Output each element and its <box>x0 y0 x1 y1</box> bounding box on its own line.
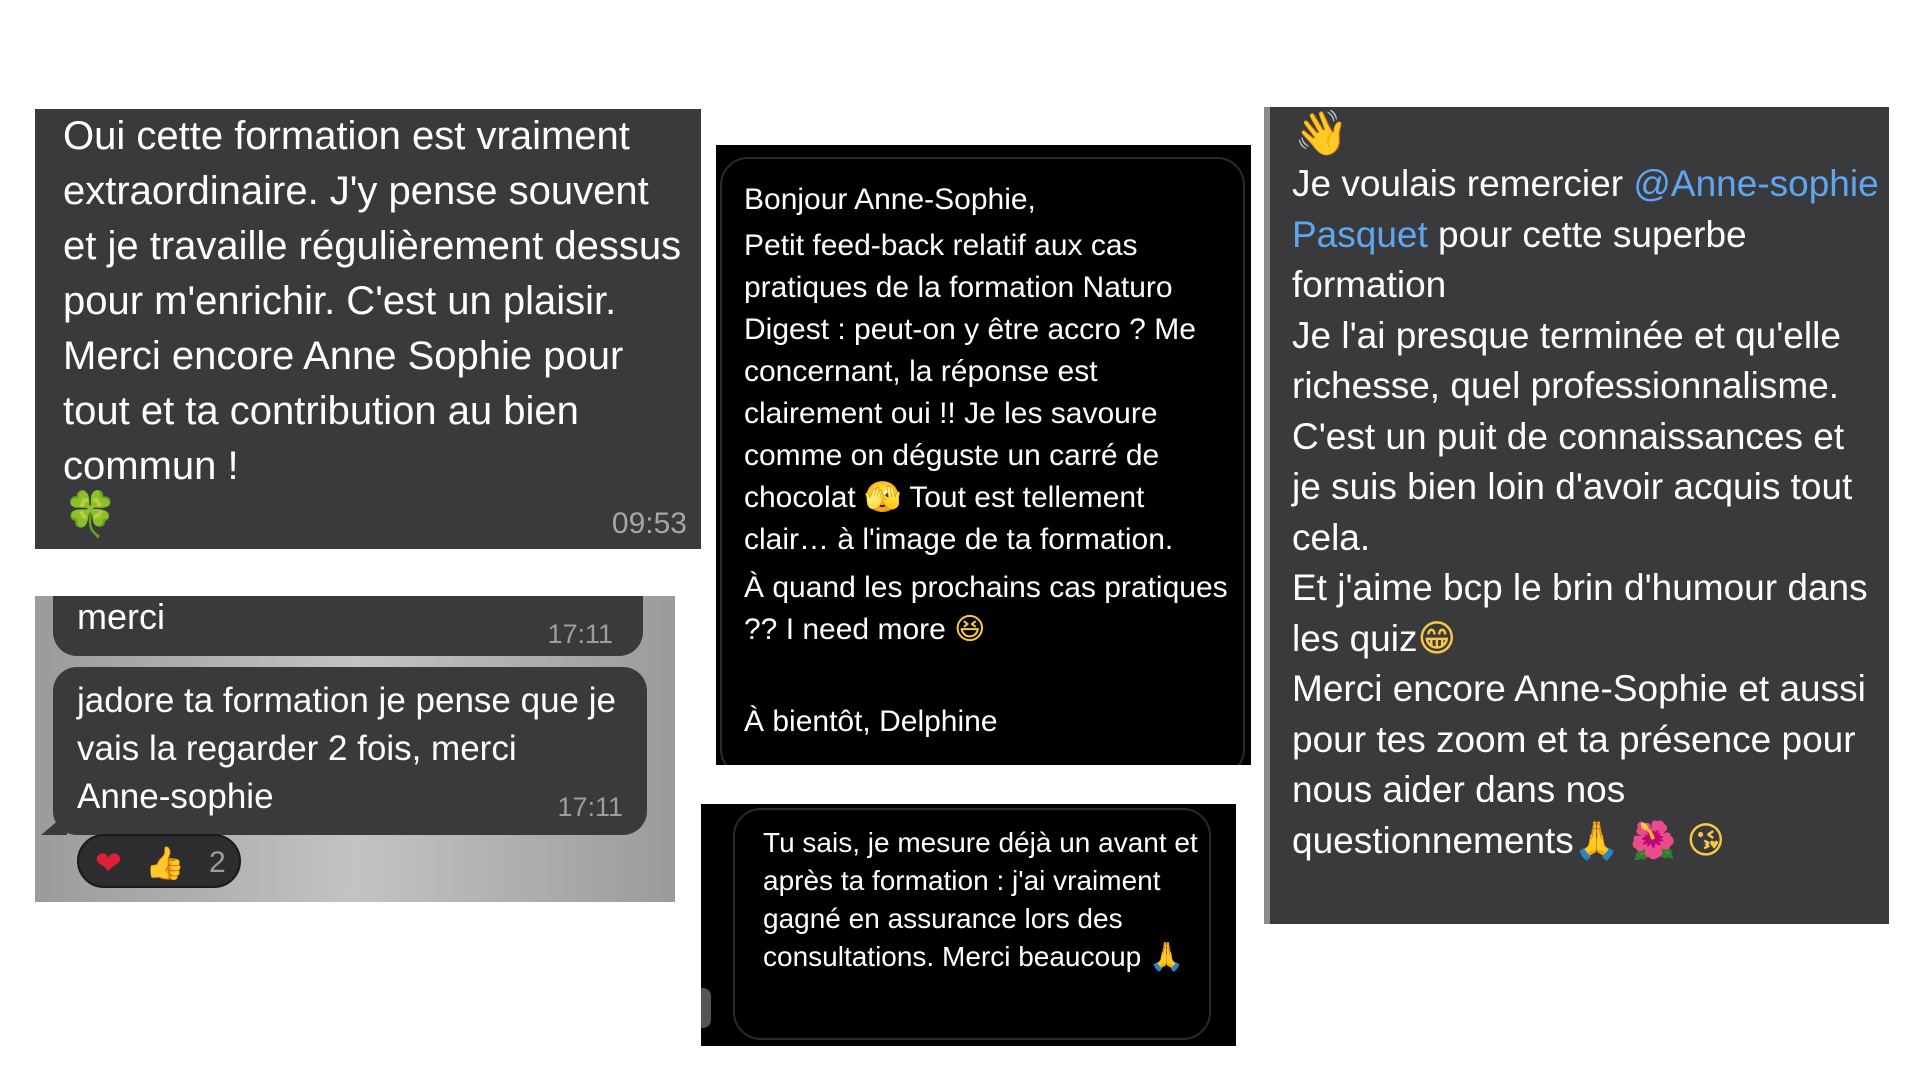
reaction-count: 2 <box>209 846 226 879</box>
message-text: Tout est tellement clair… à l'image de ta formation. <box>744 481 1174 556</box>
reactions-pill[interactable] <box>77 834 241 888</box>
message-text: Petit feed-back relatif aux cas pratiques de la formation Naturo Digest : peut-on y être accro ? Me concernant, la réponse est clairement oui !! Je les savoure comme on déguste un carré de chocolat <box>744 229 1196 514</box>
testimonial-card-4 <box>701 804 1236 1046</box>
signature-text: À bientôt, Delphine <box>744 705 998 738</box>
thumbs-up-icon: 👍 <box>145 844 185 882</box>
chat-bubble-previous <box>53 596 643 656</box>
grinning-face-icon: 😁 <box>1417 616 1457 660</box>
testimonial-card-5 <box>1264 107 1889 924</box>
message-text: À quand les prochains cas pratiques ?? I need more <box>744 571 1228 646</box>
heart-icon: ❤ <box>95 844 122 882</box>
message-text: Merci encore Anne-Sophie et aussi pour tes zoom et ta présence pour nous aider dans nos questionnements <box>1292 668 1866 861</box>
message-text: Je l'ai presque terminée et qu'elle richesse, quel professionnalisme. <box>1292 314 1841 406</box>
praying-hands-icon: 🙏 <box>1573 818 1620 862</box>
quote-bar <box>1264 107 1270 924</box>
greeting-text: Bonjour Anne-Sophie, <box>744 183 1036 216</box>
message-text: Tu sais, je mesure déjà un avant et après ta formation : j'ai vraiment gagné en assurance lors des consultations. Merci beaucoup <box>763 827 1198 972</box>
kissing-face-icon: 😘 <box>1686 818 1726 862</box>
message-body <box>1292 159 1882 866</box>
user-mention-link[interactable]: @Anne-sophie Pasquet <box>1292 163 1879 255</box>
testimonial-card-2 <box>35 596 675 902</box>
waving-hand-icon: 👋 <box>1294 108 1349 159</box>
clover-icon: 🍀 <box>63 489 118 540</box>
message-timestamp: 17:11 <box>557 792 623 822</box>
message-text: C'est un puit de connaissances et je suis bien loin d'avoir acquis tout cela. <box>1292 415 1853 558</box>
message-question <box>744 567 1234 651</box>
testimonial-card-3 <box>716 145 1251 765</box>
peeking-face-icon: 🫣 <box>864 480 902 515</box>
message-body <box>763 824 1203 976</box>
message-text: merci <box>77 596 165 637</box>
message-text: jadore ta formation je pense que je vais la regarder 2 fois, merci Anne-sophie <box>77 681 616 816</box>
message-timestamp: 17:11 <box>547 619 613 649</box>
testimonial-card-1 <box>35 109 701 549</box>
praying-hands-icon: 🙏 <box>1149 940 1184 973</box>
message-text: Et j'aime bcp le brin d'humour dans les quiz <box>1292 567 1868 659</box>
hibiscus-icon: 🌺 <box>1630 818 1677 862</box>
message-text: Je voulais remercier <box>1292 163 1634 204</box>
bubble-tail <box>41 813 67 835</box>
message-timestamp: 09:53 <box>611 507 687 540</box>
avatar <box>701 988 711 1028</box>
laughing-face-icon: 😆 <box>954 612 986 647</box>
message-body <box>744 225 1234 561</box>
message-text: pour cette superbe formation <box>1292 213 1747 305</box>
chat-bubble <box>53 667 647 835</box>
message-text: Oui cette formation est vraiment extraordinaire. J'y pense souvent et je travaille régulièrement dessus pour m'enrichir. C'est un plaisir. Merci encore Anne Sophie pour tout et ta contribution au bien commun ! <box>63 114 682 488</box>
